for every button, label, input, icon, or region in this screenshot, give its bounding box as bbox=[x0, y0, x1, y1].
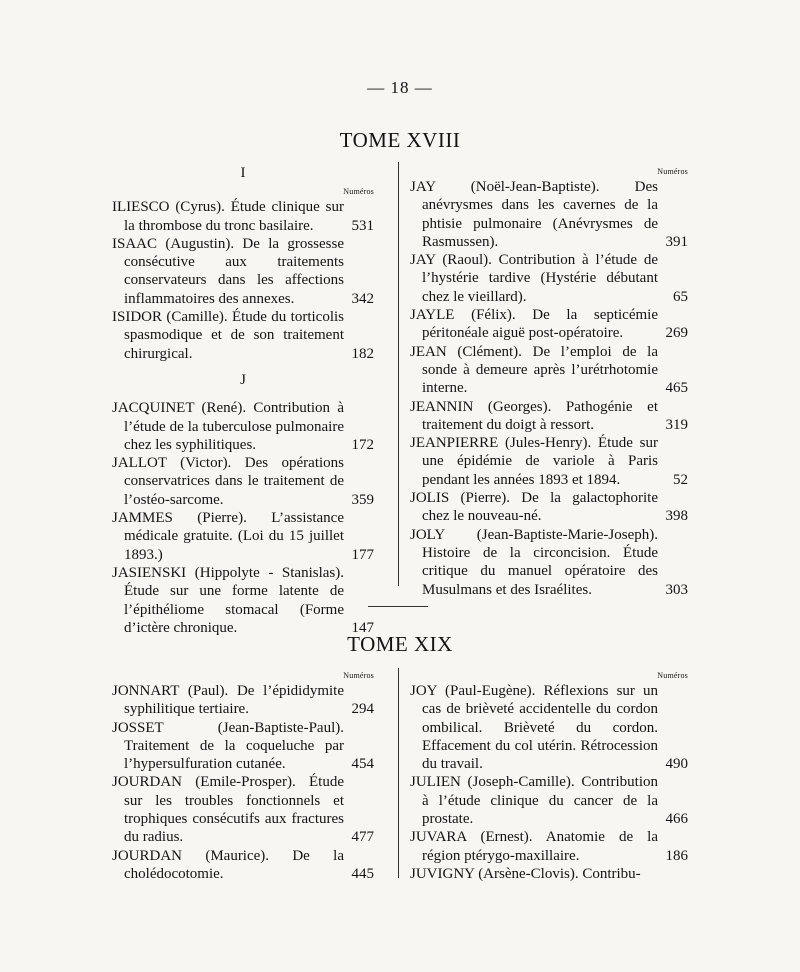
entry-text: JOURDAN (Emile-Prosper). Étude sur les troubles fonctionnels et trophiques consécutifs aux fractures du radius. bbox=[112, 774, 344, 846]
thesis-entry bbox=[112, 773, 374, 846]
entry-number: 52 bbox=[673, 471, 688, 488]
tome-xix-left-column bbox=[112, 670, 374, 883]
thesis-entry bbox=[410, 251, 688, 306]
thesis-entry bbox=[410, 343, 688, 398]
entry-number: 465 bbox=[665, 380, 688, 397]
numeros-header: Numéros bbox=[343, 671, 374, 680]
thesis-entry bbox=[112, 399, 374, 454]
entry-text: JAY (Noël-Jean-Baptiste). Des anévrysmes dans les cavernes de la phtisie pulmonaire (Anévrysmes de Rasmussen). bbox=[410, 179, 658, 250]
entry-number: 147 bbox=[351, 619, 374, 636]
entry-number: 303 bbox=[665, 581, 688, 598]
numeros-header: Numéros bbox=[343, 187, 374, 197]
entry-number: 172 bbox=[351, 436, 374, 453]
entry-text: JOURDAN (Maurice). De la cholédocotomie. bbox=[112, 847, 344, 882]
entry-text: JULIEN (Joseph-Camille). Contribution à l’étude clinique du cancer de la prostate. bbox=[410, 774, 658, 828]
entry-text: ISAAC (Augustin). De la grossesse consécutive aux traitements conservateurs dans les affections inflammatoires des annexes. bbox=[112, 235, 344, 307]
entry-text: JAMMES (Pierre). L’assistance médicale gratuite. (Loi du 15 juillet 1893.) bbox=[112, 510, 344, 563]
thesis-entry bbox=[410, 398, 688, 435]
entry-number: 342 bbox=[351, 290, 374, 307]
entry-number: 182 bbox=[351, 345, 374, 362]
thesis-entry bbox=[112, 308, 374, 363]
entry-text: JAYLE (Félix). De la septicémie péritonéale aiguë post-opératoire. bbox=[410, 307, 658, 342]
column-divider-tome-xviii bbox=[398, 162, 399, 586]
thesis-entry bbox=[112, 454, 374, 509]
entry-number: 454 bbox=[351, 756, 374, 773]
entry-text: JUVARA (Ernest). Anatomie de la région ptérygo-maxillaire. bbox=[410, 829, 658, 864]
thesis-entry bbox=[112, 682, 374, 719]
entry-text: JOLIS (Pierre). De la galactophorite chez le nouveau-né. bbox=[410, 490, 658, 525]
entry-text: JOY (Paul-Eugène). Réflexions sur un cas de brièveté accidentelle du cordon ombilical. Brièveté du cordon. Effacement du col utérin. Rétrocession du travail. bbox=[410, 683, 658, 773]
thesis-entry bbox=[410, 773, 688, 828]
section-letter-j: J bbox=[240, 371, 246, 388]
entry-number: 294 bbox=[351, 701, 374, 718]
entry-text: JOLY (Jean-Baptiste-Marie-Joseph). Histoire de la circoncision. Étude critique du manuel opératoire des Musulmans et des Israélites. bbox=[410, 526, 658, 598]
column-divider-tome-xix bbox=[398, 668, 399, 878]
entry-text: JEANNIN (Georges). Pathogénie et traitement du doigt à ressort. bbox=[410, 398, 658, 433]
tome-xviii-left-column bbox=[112, 160, 374, 637]
page-number: — 18 — bbox=[367, 78, 433, 97]
entry-number: 359 bbox=[351, 491, 374, 508]
thesis-entry bbox=[410, 306, 688, 343]
entry-number: 186 bbox=[665, 847, 688, 864]
entry-number: 445 bbox=[351, 865, 374, 882]
entry-text: JOSSET (Jean-Baptiste-Paul). Traitement de la coqueluche par l’hypersulfuration cutanée. bbox=[112, 719, 344, 773]
thesis-entry bbox=[410, 682, 688, 773]
entry-number: 477 bbox=[351, 829, 374, 846]
entry-text: JACQUINET (René). Contribution à l’étude de la tuberculose pulmonaire chez les syphilitiques. bbox=[112, 400, 344, 453]
entry-text: JONNART (Paul). De l’épididymite syphilitique tertiaire. bbox=[112, 683, 344, 718]
entry-number: 531 bbox=[351, 217, 374, 234]
thesis-entry bbox=[410, 178, 688, 251]
entry-number: 391 bbox=[665, 233, 688, 250]
tome-xviii-title: TOME XVIII bbox=[339, 128, 461, 152]
tome-xviii-right-column bbox=[410, 166, 688, 599]
thesis-entry bbox=[410, 526, 688, 599]
entry-text: JEAN (Clément). De l’emploi de la sonde à demeure après l’urétrhotomie interne. bbox=[410, 343, 658, 397]
entry-text: ILIESCO (Cyrus). Étude clinique sur la thrombose du tronc basilaire. bbox=[112, 199, 344, 234]
thesis-entry bbox=[410, 434, 688, 489]
thesis-entry bbox=[410, 489, 688, 526]
entry-number: 269 bbox=[665, 325, 688, 342]
tome-xix-right-column bbox=[410, 670, 688, 883]
numeros-header: Numéros bbox=[657, 167, 688, 176]
entry-text: JASIENSKI (Hippolyte - Stanislas). Étude sur une forme latente de l’épithéliome stomacal (Forme d’ictère chronique. bbox=[112, 564, 344, 636]
entry-text: JALLOT (Victor). Des opérations conservatrices dans le traitement de l’ostéo-sarcome. bbox=[112, 455, 344, 508]
entry-number: 466 bbox=[665, 811, 688, 828]
entry-text: ISIDOR (Camille). Étude du torticolis spasmodique et de son traitement chirurgical. bbox=[112, 309, 344, 362]
thesis-entry bbox=[112, 564, 374, 637]
thesis-entry bbox=[112, 509, 374, 564]
entry-number: 177 bbox=[351, 546, 374, 563]
tome-xix-title: TOME XIX bbox=[347, 632, 453, 656]
entry-number: 65 bbox=[673, 288, 688, 305]
entry-text: JEANPIERRE (Jules-Henry). Étude sur une épidémie de variole à Paris pendant les années 1893 et 1894. bbox=[410, 435, 658, 488]
thesis-entry bbox=[112, 235, 374, 308]
entry-number: 319 bbox=[665, 416, 688, 433]
entry-number: 490 bbox=[665, 756, 688, 773]
thesis-entry bbox=[112, 719, 374, 774]
thesis-entry bbox=[112, 198, 374, 235]
section-letter-i: I bbox=[240, 165, 246, 181]
thesis-entry bbox=[112, 847, 374, 884]
thesis-entry bbox=[410, 828, 688, 865]
entry-number: 398 bbox=[665, 508, 688, 525]
numeros-header: Numéros bbox=[657, 671, 688, 680]
thesis-entry bbox=[410, 865, 688, 883]
section-separator bbox=[368, 606, 428, 607]
entry-text: JAY (Raoul). Contribution à l’étude de l’hystérie tardive (Hystérie débutant chez le vieillard). bbox=[410, 252, 658, 305]
entry-text: JUVIGNY (Arsène-Clovis). Contribu- bbox=[410, 865, 641, 882]
